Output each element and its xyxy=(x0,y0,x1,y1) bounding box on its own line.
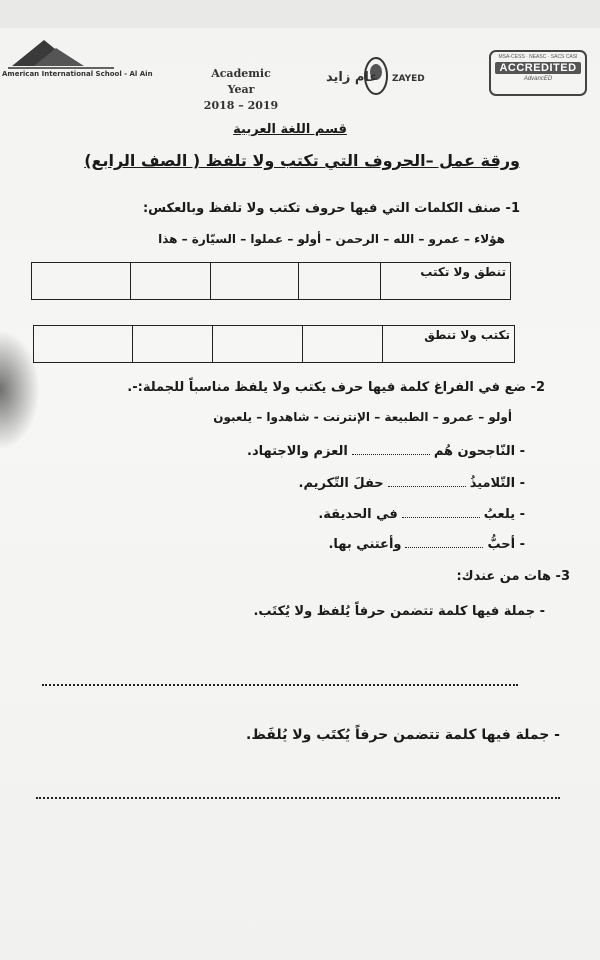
answer-cell[interactable] xyxy=(130,263,210,299)
row-label-cell xyxy=(382,326,514,362)
q1-prompt: 1- صنف الكلمات التي فيها حروف تكتب ولا تلفظ وبالعكس: xyxy=(142,201,520,216)
answer-cell[interactable] xyxy=(212,326,302,362)
q3-item-2: - جملة فيها كلمة تتضمن حرفاً يُكتَب ولا يُلفَظ. xyxy=(246,727,560,743)
row1-label: تنطق ولا تكتب xyxy=(420,265,506,279)
q3-prompt: 3- هات من عندك: xyxy=(456,569,570,584)
q2-item-2-after: حفلَ التّكريم. xyxy=(298,476,384,491)
year-of-zayed-label: ZAYED xyxy=(392,74,425,84)
fill-blank[interactable] xyxy=(388,476,466,487)
q2-word-bank: أولو – عمرو – الطبيعة – الإنترنت - شاهدوا – يلعبون xyxy=(213,410,512,424)
q1-word-bank: هؤلاء – عمرو – الله – الرحمن – أولو – عملوا – السيّارة – هذا xyxy=(158,232,505,246)
q2-item-1-after: العزم والاجتهاد. xyxy=(247,444,348,459)
q1-table-row-1 xyxy=(31,262,511,300)
accredited-label: ACCREDITED xyxy=(495,62,581,74)
q2-item-1 xyxy=(247,444,525,459)
answer-cell[interactable] xyxy=(210,263,298,299)
academic-year-block xyxy=(196,66,286,114)
answer-cell[interactable] xyxy=(298,263,380,299)
fill-blank[interactable] xyxy=(405,537,483,548)
q2-item-3 xyxy=(318,507,525,522)
q3-answer-line-1[interactable] xyxy=(42,684,518,686)
answer-cell[interactable] xyxy=(32,263,130,299)
q2-item-2 xyxy=(299,476,525,491)
q2-item-4-before: - أحبُّ xyxy=(487,537,525,552)
q2-item-4-after: وأعتني بها. xyxy=(328,537,402,552)
accredited-badge xyxy=(489,50,587,96)
academic-year-label: Academic Year xyxy=(211,67,271,96)
q3-item-1: - جملة فيها كلمة تتضمن حرفاً يُلفظ ولا يُكتَب. xyxy=(253,604,545,619)
accredited-sub: AdvancED xyxy=(523,76,553,82)
q3-answer-line-2[interactable] xyxy=(36,797,560,799)
answer-cell[interactable] xyxy=(302,326,382,362)
row2-label: تكتب ولا تنطق xyxy=(424,328,510,342)
q2-item-3-before: - يلعبُ xyxy=(483,507,525,522)
answer-cell[interactable] xyxy=(132,326,212,362)
q2-item-1-before: - النّاجحون هُم xyxy=(433,444,525,459)
academic-year-value: 2018 – 2019 xyxy=(203,99,279,112)
q2-item-4 xyxy=(328,537,525,552)
q2-prompt: 2- ضع في الفراغ كلمة فيها حرف يكتب ولا يلفظ مناسباً للجملة:-. xyxy=(127,380,545,395)
accredited-agencies: MSA-CESS · NEASC · SACS CASI xyxy=(498,54,578,60)
answer-cell[interactable] xyxy=(34,326,132,362)
fill-blank[interactable] xyxy=(402,507,480,518)
fill-blank[interactable] xyxy=(352,444,430,455)
q1-table-row-2 xyxy=(33,325,515,363)
department-title: قسم اللغة العربية xyxy=(233,122,347,137)
school-name: American International School - Al Ain xyxy=(2,70,153,78)
q2-item-2-before: - التّلاميذُ xyxy=(469,476,525,491)
row-label-cell xyxy=(380,263,510,299)
worksheet-title: ورقة عمل –الحروف التي تكتب ولا تلفظ ( الصف الرابع) xyxy=(84,151,520,170)
year-of-zayed-arabic: عام زايد xyxy=(326,70,379,85)
q2-item-3-after: في الحديقة. xyxy=(318,507,398,522)
